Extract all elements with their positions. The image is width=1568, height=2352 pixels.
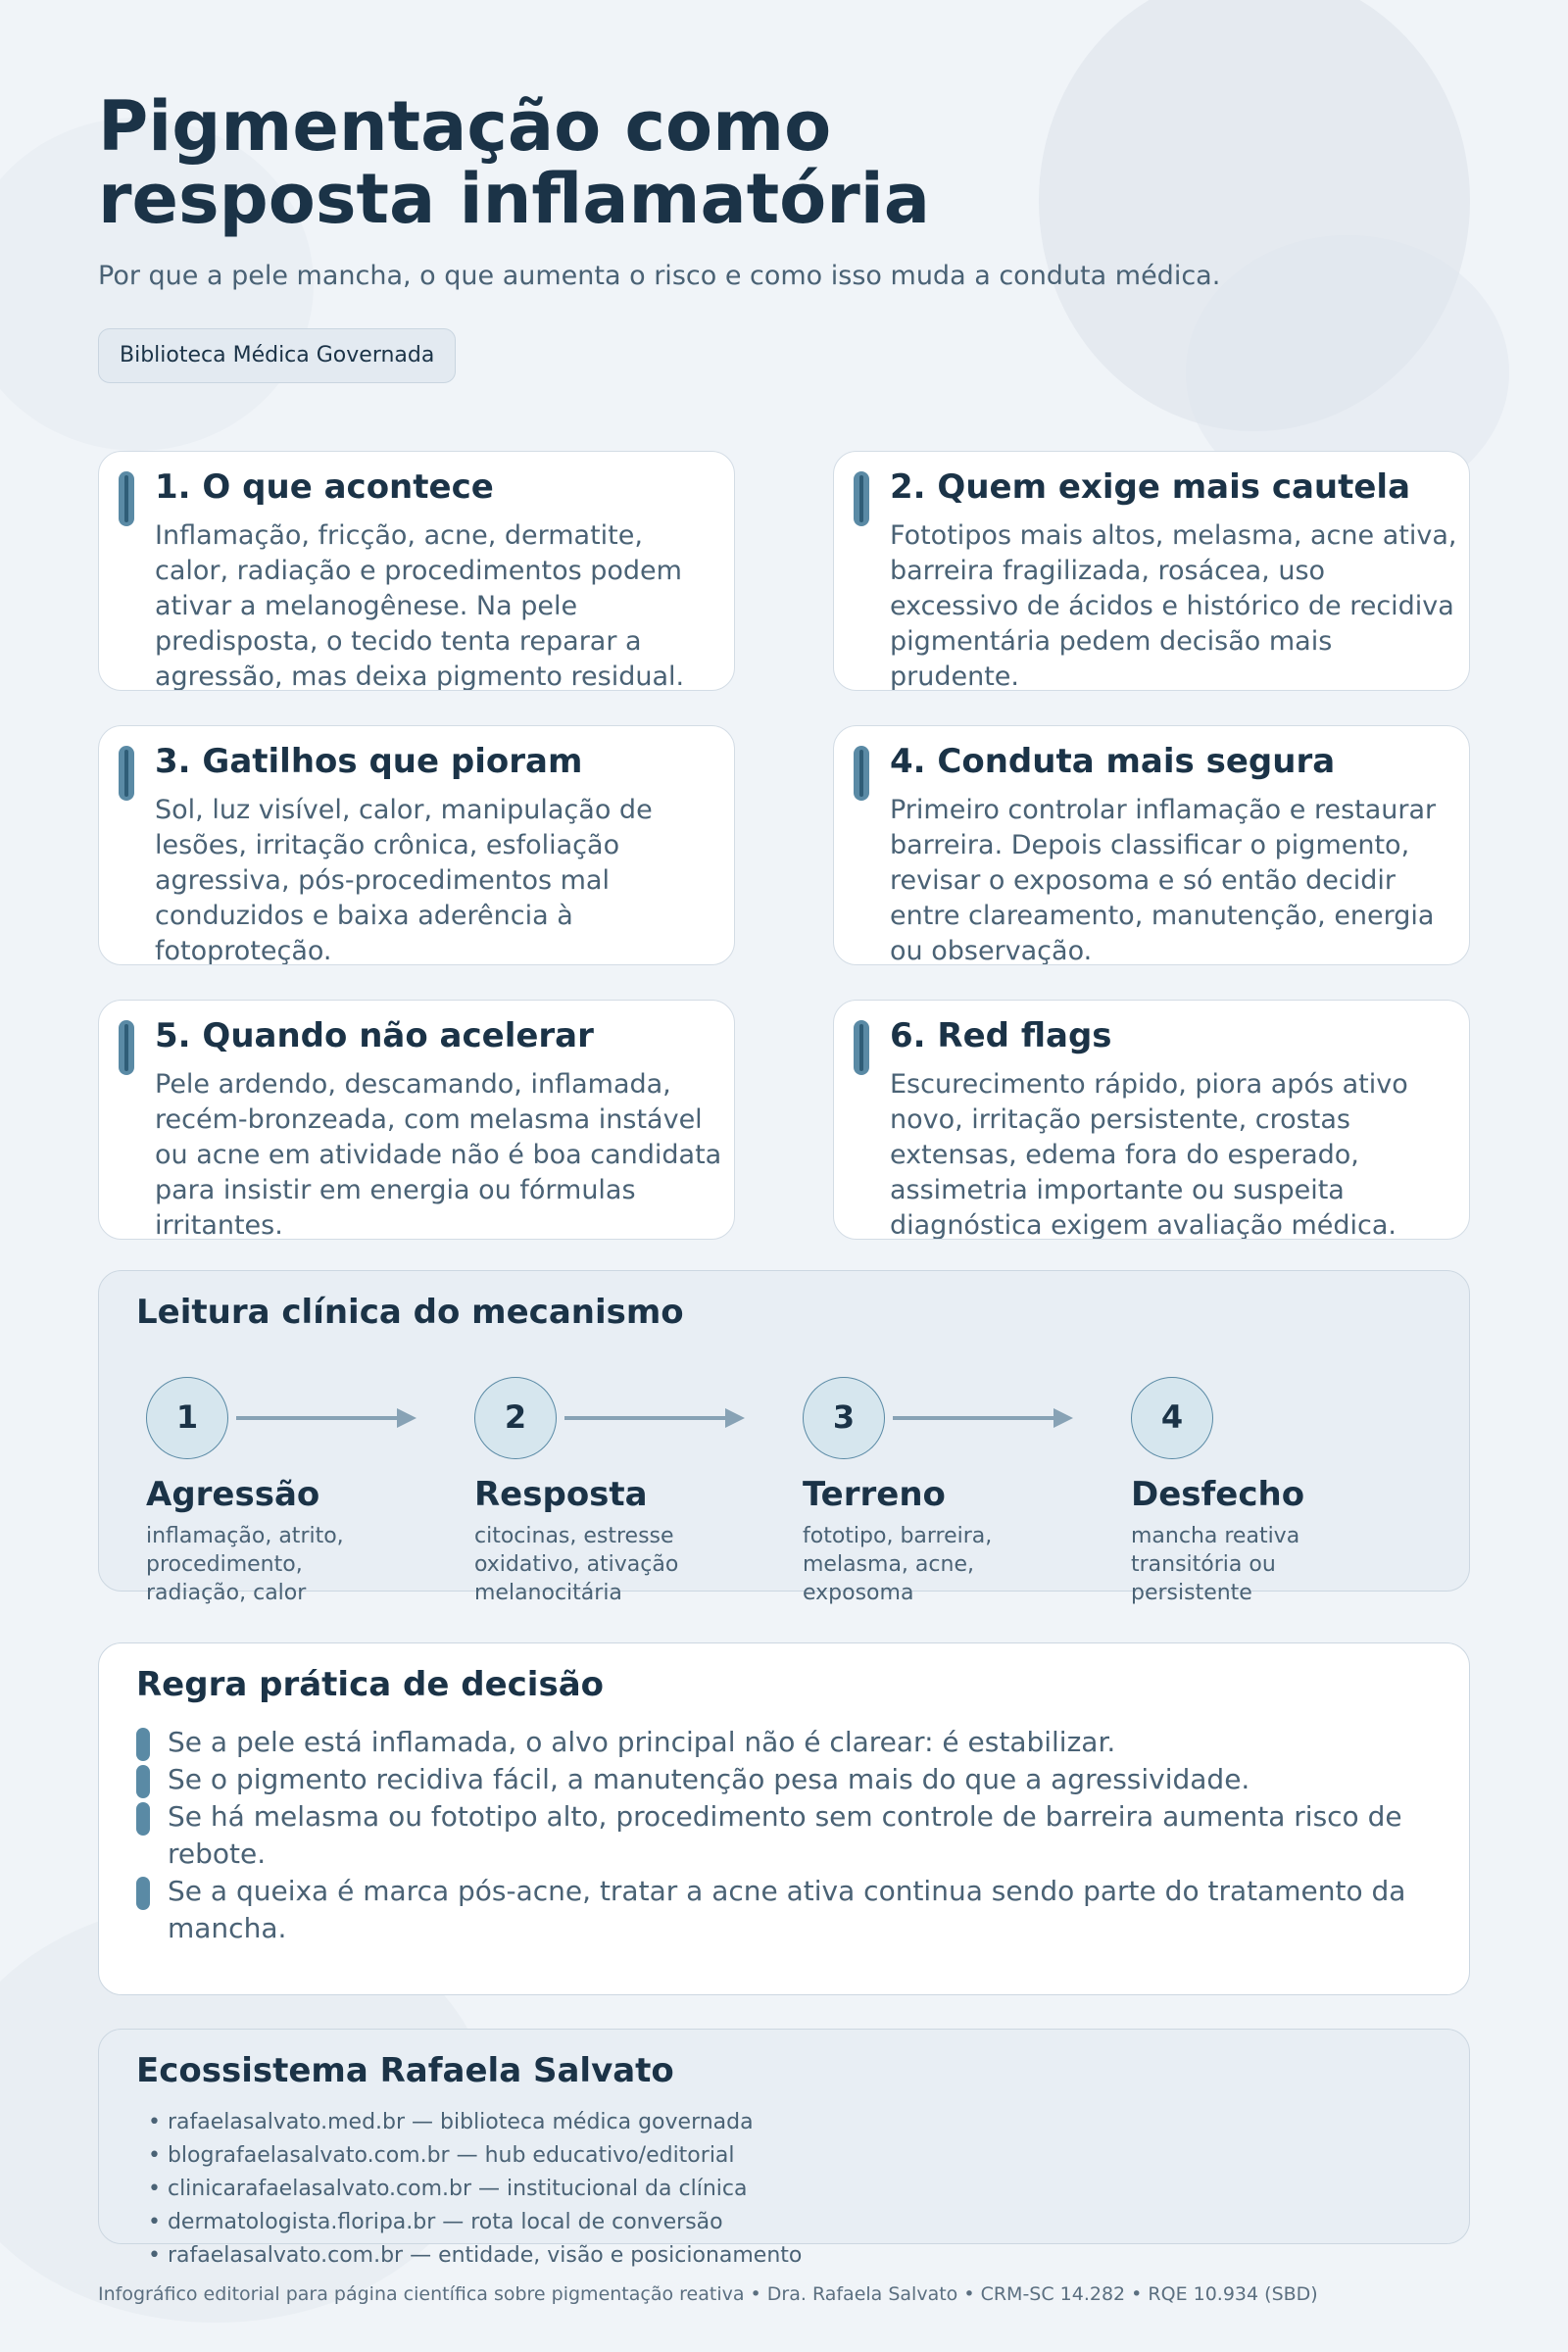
step-number-circle: 1 [146, 1377, 228, 1459]
page-subtitle: Por que a pele mancha, o que aumenta o risco e como isso muda a conduta médica. [98, 261, 1221, 291]
footer-credits: Infográfico editorial para página científica sobre pigmentação reativa • Dra. Rafaela Salvato • CRM-SC 14.282 • RQE 10.934 (SBD) [98, 2283, 1318, 2305]
ecosystem-link-item: • rafaelasalvato.med.br — biblioteca médica governada [148, 2110, 754, 2134]
step-description: citocinas, estresse oxidativo, ativação melanocitária [474, 1524, 679, 1605]
step-number-circle: 2 [474, 1377, 557, 1459]
ecosystem-link-item: • dermatologista.floripa.br — rota local de conversão [148, 2210, 723, 2234]
step-number-circle: 4 [1131, 1377, 1213, 1459]
ecosystem-link-item: • blografaelasalvato.com.br — hub educativo/editorial [148, 2143, 735, 2168]
bullet-bar-icon [136, 1765, 150, 1798]
decision-rule-title: Regra prática de decisão [136, 1665, 604, 1704]
decision-rule-panel [98, 1642, 1470, 1995]
card-accent-bar [854, 1020, 869, 1075]
card-triggers [98, 725, 735, 965]
step-label: Desfecho [1131, 1475, 1305, 1514]
page-title-line-2: resposta inflamatória [98, 159, 931, 239]
card-what-happens [98, 451, 735, 691]
card-title: 5. Quando não acelerar [155, 1016, 594, 1055]
card-accent-bar [119, 1020, 134, 1075]
card-when-not-to-accelerate [98, 1000, 735, 1240]
card-text: Primeiro controlar inflamação e restaurar barreira. Depois classificar o pigmento, revisar o exposoma e só então decidir entre clareamento, manutenção, energia ou observação. [890, 795, 1437, 965]
card-accent-bar [119, 746, 134, 801]
rule-text: Se a queixa é marca pós-acne, tratar a acne ativa continua sendo parte do tratamento da mancha. [168, 1875, 1406, 1944]
mechanism-panel [98, 1270, 1470, 1605]
step-description: mancha reativa transitória ou persistente [1131, 1524, 1300, 1605]
card-accent-bar [119, 471, 134, 526]
card-who-needs-caution [833, 451, 1470, 691]
bullet-bar-icon [136, 1877, 150, 1910]
rule-text: Se o pigmento recidiva fácil, a manutenção pesa mais do que a agressividade. [168, 1763, 1250, 1795]
card-text: Sol, luz visível, calor, manipulação de lesões, irritação crônica, esfoliação agressiva, pós-procedimentos mal conduzidos e baixa aderência à fotoproteção. [155, 795, 653, 965]
card-text: Escurecimento rápido, piora após ativo novo, irritação persistente, crostas extensas, edema fora do esperado, assimetria importante ou suspeita diagnóstica exigem avaliação médica. [890, 1069, 1408, 1240]
list-item [136, 1724, 1440, 1761]
page-title-line-1: Pigmentação como [98, 86, 832, 167]
step-number-circle: 3 [803, 1377, 885, 1459]
ecosystem-link-item: • clinicarafaelasalvato.com.br — institucional da clínica [148, 2177, 748, 2201]
bullet-bar-icon [136, 1802, 150, 1836]
card-title: 6. Red flags [890, 1016, 1112, 1055]
ecosystem-title: Ecossistema Rafaela Salvato [136, 2051, 674, 2090]
step-label: Agressão [146, 1475, 320, 1514]
ecosystem-panel [98, 2029, 1470, 2268]
card-text: Inflamação, fricção, acne, dermatite, calor, radiação e procedimentos podem ativar a melanogênese. Na pele predisposta, o tecido tenta reparar a agressão, mas deixa pigmento residual. [155, 520, 685, 691]
list-item [136, 1873, 1440, 1947]
list-item [136, 1798, 1440, 1873]
card-accent-bar [854, 471, 869, 526]
card-text: Pele ardendo, descamando, inflamada, recém-bronzeada, com melasma instável ou acne em atividade não é boa candidata para insistir em energia ou fórmulas irritantes. [155, 1069, 722, 1240]
mechanism-title: Leitura clínica do mecanismo [136, 1293, 684, 1332]
page-title [98, 86, 1176, 239]
card-safer-approach [833, 725, 1470, 965]
list-item [136, 1761, 1440, 1798]
card-title: 2. Quem exige mais cautela [890, 467, 1411, 507]
ecosystem-list [148, 2106, 1422, 2273]
card-title: 1. O que acontece [155, 467, 494, 507]
arrow-right-icon [236, 1416, 413, 1420]
rule-text: Se a pele está inflamada, o alvo principal não é clarear: é estabilizar. [168, 1726, 1116, 1758]
step-description: fototipo, barreira, melasma, acne, exposoma [803, 1524, 993, 1605]
step-label: Resposta [474, 1475, 648, 1514]
ecosystem-link-item: • rafaelasalvato.com.br — entidade, visão e posicionamento [148, 2243, 803, 2268]
library-tag: Biblioteca Médica Governada [98, 328, 456, 383]
card-title: 3. Gatilhos que pioram [155, 742, 583, 781]
decision-rule-list [136, 1724, 1440, 1947]
card-title: 4. Conduta mais segura [890, 742, 1336, 781]
card-red-flags [833, 1000, 1470, 1240]
rule-text: Se há melasma ou fototipo alto, procedimento sem controle de barreira aumenta risco de rebote. [168, 1800, 1402, 1870]
arrow-right-icon [564, 1416, 741, 1420]
step-description: inflamação, atrito, procedimento, radiação, calor [146, 1524, 344, 1605]
step-label: Terreno [803, 1475, 946, 1514]
bullet-bar-icon [136, 1728, 150, 1761]
arrow-right-icon [893, 1416, 1069, 1420]
card-text: Fototipos mais altos, melasma, acne ativa, barreira fragilizada, rosácea, uso excessivo de ácidos e histórico de recidiva pigmentária pedem decisão mais prudente. [890, 520, 1457, 691]
card-accent-bar [854, 746, 869, 801]
